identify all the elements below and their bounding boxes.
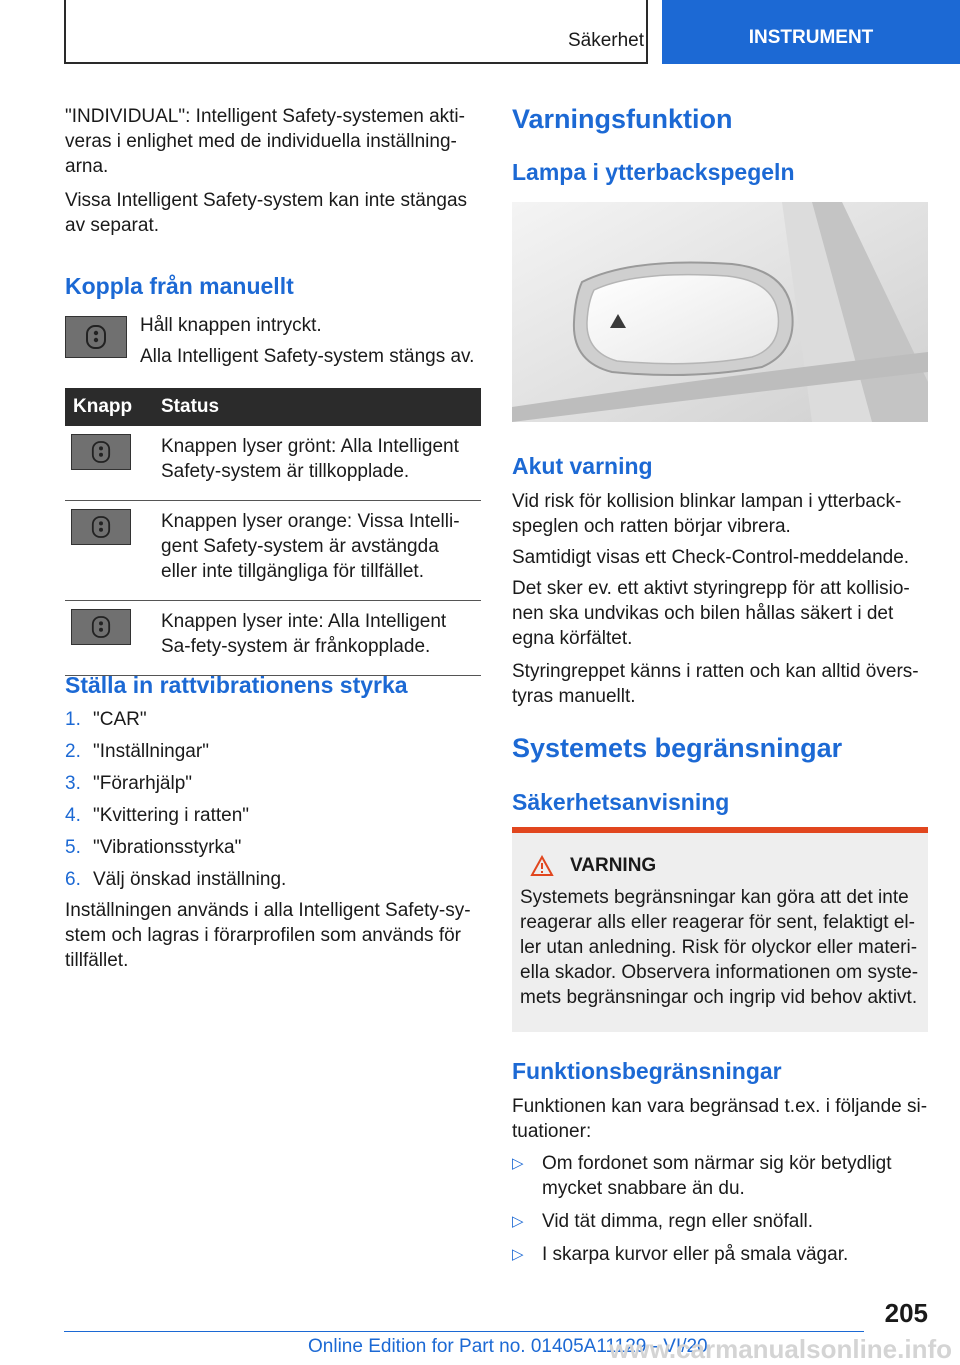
bullet-triangle-icon: ▷ bbox=[512, 1213, 524, 1230]
table-header-button: Knapp bbox=[65, 388, 153, 426]
header-section: Säkerhet bbox=[567, 30, 644, 51]
bullet-triangle-icon: ▷ bbox=[512, 1246, 524, 1263]
manual-line-1: Håll knappen intryckt. bbox=[140, 315, 322, 336]
table-cell-status: Knappen lyser orange: Vissa Intelli-gent Safety-system är avstängda eller inte tillgängliga för tillfället. bbox=[153, 501, 481, 601]
heading-acute-warning: Akut varning bbox=[512, 453, 653, 479]
heading-system-limits: Systemets begränsningar bbox=[512, 733, 843, 763]
watermark: www.carmanualsonline.info bbox=[609, 1334, 952, 1364]
safety-button-orange-icon bbox=[71, 509, 131, 545]
table-cell-status: Knappen lyser inte: Alla Intelligent Sa-fety-system är frånkopplade. bbox=[153, 601, 481, 676]
heading-mirror-lamp: Lampa i ytterbackspegeln bbox=[512, 159, 795, 185]
page-number: 205 bbox=[884, 1298, 928, 1328]
warning-title: VARNING bbox=[570, 855, 657, 876]
table-row bbox=[65, 426, 481, 501]
safety-button-icon bbox=[65, 316, 127, 358]
header-chapter-tab: INSTRUMENT bbox=[662, 0, 960, 64]
acute-paragraph-2: Samtidigt visas ett Check-Control-meddelande. bbox=[512, 547, 910, 568]
manual-line-2: Alla Intelligent Safety-system stängs av. bbox=[140, 346, 475, 367]
safety-button-green-icon bbox=[71, 434, 131, 470]
heading-manual-off: Koppla från manuellt bbox=[65, 273, 294, 299]
table-header-status: Status bbox=[153, 388, 481, 426]
side-mirror-image bbox=[512, 202, 928, 422]
heading-warning-function: Varningsfunktion bbox=[512, 104, 733, 134]
safety-shield-icon bbox=[85, 324, 107, 350]
list-item: 2. "Inställningar" bbox=[65, 741, 209, 762]
list-item: 3. "Förarhjälp" bbox=[65, 773, 193, 794]
list-item: 1. "CAR" bbox=[65, 709, 147, 730]
heading-vibration: Ställa in rattvibrationens styrka bbox=[65, 672, 408, 698]
intro-paragraph-1: "INDIVIDUAL": Intelligent Safety-systemen akti-veras i enlighet med de individuella inställning-arna. bbox=[65, 106, 465, 177]
safety-button-off-icon bbox=[71, 609, 131, 645]
header-left-box bbox=[64, 0, 648, 64]
function-paragraph: Funktionen kan vara begränsad t.ex. i följande si-tuationer: bbox=[512, 1096, 928, 1142]
list-item: ▷ Vid tät dimma, regn eller snöfall. bbox=[512, 1211, 814, 1232]
acute-paragraph-4: Styringreppet känns i ratten och kan alltid övers-tyras manuellt. bbox=[512, 661, 919, 707]
vibration-note: Inställningen används i alla Intelligent Safety-sy-stem och lagras i förarprofilen som används för tillfället. bbox=[65, 900, 471, 971]
warning-text: Systemets begränsningar kan göra att det inte reagerar alls eller reagerar för sent, felaktigt el-ler utan anledning. Risk för olyckor eller materi-ella skador. Observera informationen om syste-mets begränsningar och ingrip vid behov aktivt. bbox=[520, 887, 919, 1008]
heading-safety-notice: Säkerhetsanvisning bbox=[512, 789, 730, 815]
acute-paragraph-3: Det sker ev. ett aktivt styringrepp för att kollisio-nen ska undvikas och bilen hållas säkert i det egna körfältet. bbox=[512, 578, 910, 649]
list-item: ▷ Om fordonet som närmar sig kör betydligt mycket snabbare än du. bbox=[512, 1153, 892, 1199]
list-item: 5. "Vibrationsstyrka" bbox=[65, 837, 242, 858]
acute-paragraph-1: Vid risk för kollision blinkar lampan i ytterback-speglen och ratten börjar vibrera. bbox=[512, 491, 902, 537]
intro-paragraph-2: Vissa Intelligent Safety-system kan inte stängas av separat. bbox=[65, 190, 468, 236]
table-cell-status: Knappen lyser grönt: Alla Intelligent Safety-system är tillkopplade. bbox=[153, 426, 481, 501]
bullet-triangle-icon: ▷ bbox=[512, 1155, 524, 1172]
warning-box bbox=[512, 827, 928, 1032]
footer-divider bbox=[64, 1331, 864, 1332]
mirror-illustration bbox=[512, 202, 928, 422]
footer-edition: Online Edition for Part no. 01405A11129 - VI/20 bbox=[308, 1336, 708, 1357]
list-item: 4. "Kvittering i ratten" bbox=[65, 805, 250, 826]
function-bullets bbox=[512, 1151, 930, 1275]
vibration-steps bbox=[65, 707, 485, 899]
list-item: 6. Välj önskad inställning. bbox=[65, 869, 287, 890]
status-table bbox=[65, 388, 481, 676]
warning-triangle-icon bbox=[530, 855, 554, 877]
heading-function-limits: Funktionsbegränsningar bbox=[512, 1058, 782, 1084]
table-row bbox=[65, 601, 481, 676]
list-item: ▷ I skarpa kurvor eller på smala vägar. bbox=[512, 1244, 849, 1265]
table-row bbox=[65, 501, 481, 601]
